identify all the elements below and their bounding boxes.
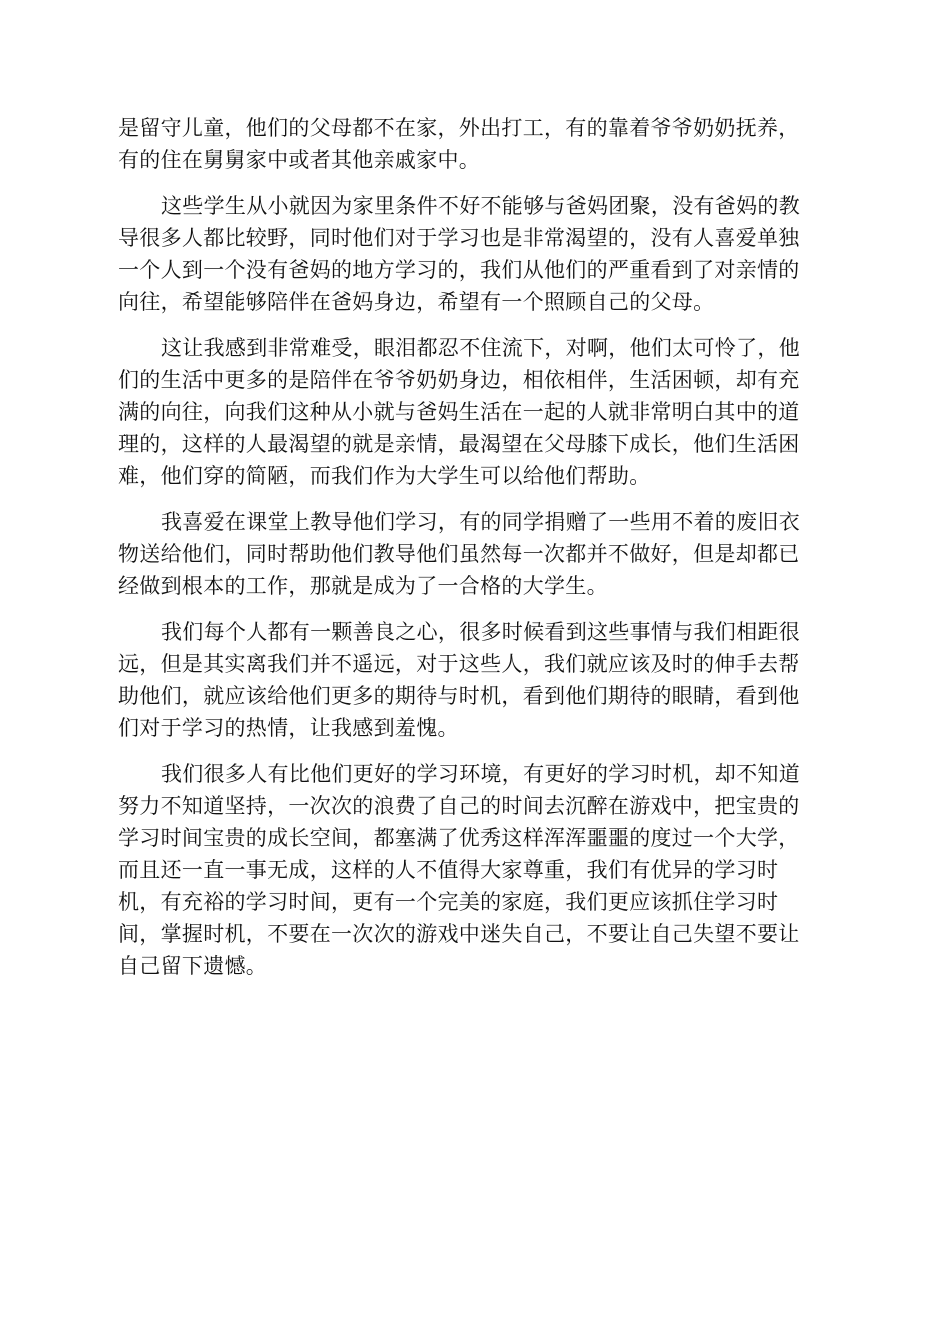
text-line: 经做到根本的工作，那就是成为了一合格的大学生。 bbox=[118, 574, 608, 598]
text-line: 我们很多人有比他们更好的学习环境，有更好的学习时机，却不知道 bbox=[161, 762, 800, 786]
paragraph-3 bbox=[118, 332, 834, 492]
text-line: 导很多人都比较野，同时他们对于学习也是非常渴望的，没有人喜爱单独 bbox=[118, 226, 800, 250]
text-line: 一个人到一个没有爸妈的地方学习的，我们从他们的严重看到了对亲情的 bbox=[118, 258, 800, 282]
paragraph-6 bbox=[118, 758, 834, 982]
text-line: 自己留下遗憾。 bbox=[118, 954, 268, 978]
text-line: 满的向往，向我们这种从小就与爸妈生活在一起的人就非常明白其中的道 bbox=[118, 400, 800, 424]
text-line: 们对于学习的热情，让我感到羞愧。 bbox=[118, 716, 459, 740]
text-line: 有的住在舅舅家中或者其他亲戚家中。 bbox=[118, 148, 481, 172]
paragraph-2 bbox=[118, 190, 834, 318]
text-line: 助他们，就应该给他们更多的期待与时机，看到他们期待的眼睛，看到他 bbox=[118, 684, 800, 708]
text-line: 我喜爱在课堂上教导他们学习，有的同学捐赠了一些用不着的废旧衣 bbox=[161, 510, 800, 534]
document-body bbox=[118, 112, 834, 996]
text-line: 向往，希望能够陪伴在爸妈身边，希望有一个照顾自己的父母。 bbox=[118, 290, 715, 314]
text-line: 这让我感到非常难受，眼泪都忍不住流下，对啊，他们太可怜了，他 bbox=[161, 336, 800, 360]
text-line: 机，有充裕的学习时间，更有一个完美的家庭，我们更应该抓住学习时 bbox=[118, 890, 779, 914]
text-line: 理的，这样的人最渴望的就是亲情，最渴望在父母膝下成长，他们生活困 bbox=[118, 432, 800, 456]
text-line: 难，他们穿的简陋，而我们作为大学生可以给他们帮助。 bbox=[118, 464, 651, 488]
text-line: 间，掌握时机，不要在一次次的游戏中迷失自己，不要让自己失望不要让 bbox=[118, 922, 800, 946]
text-line: 努力不知道坚持，一次次的浪费了自己的时间去沉醉在游戏中，把宝贵的 bbox=[118, 794, 800, 818]
text-line: 远，但是其实离我们并不遥远，对于这些人，我们就应该及时的伸手去帮 bbox=[118, 652, 800, 676]
text-line: 这些学生从小就因为家里条件不好不能够与爸妈团聚，没有爸妈的教 bbox=[161, 194, 800, 218]
paragraph-4 bbox=[118, 506, 834, 602]
paragraph-5 bbox=[118, 616, 834, 744]
text-line: 而且还一直一事无成，这样的人不值得大家尊重，我们有优异的学习时 bbox=[118, 858, 779, 882]
text-line: 是留守儿童，他们的父母都不在家，外出打工，有的靠着爷爷奶奶抚养， bbox=[118, 116, 800, 140]
text-line: 物送给他们，同时帮助他们教导他们虽然每一次都并不做好，但是却都已 bbox=[118, 542, 800, 566]
text-line: 学习时间宝贵的成长空间，都塞满了优秀这样浑浑噩噩的度过一个大学， bbox=[118, 826, 800, 850]
text-line: 们的生活中更多的是陪伴在爷爷奶奶身边，相依相伴，生活困顿，却有充 bbox=[118, 368, 800, 392]
text-line: 我们每个人都有一颗善良之心，很多时候看到这些事情与我们相距很 bbox=[161, 620, 800, 644]
paragraph-1 bbox=[118, 112, 834, 176]
